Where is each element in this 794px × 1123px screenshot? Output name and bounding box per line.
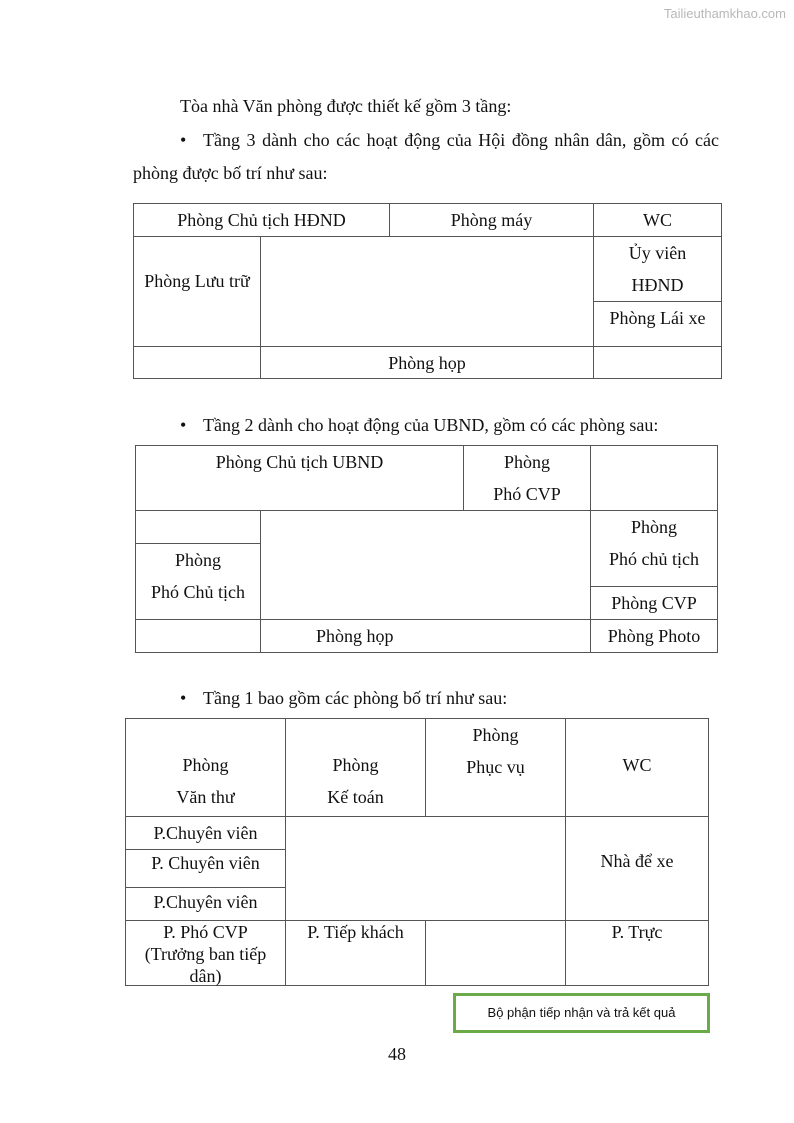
room-photo — [590, 619, 718, 653]
room-label: Phòng Photo — [607, 626, 701, 646]
room-label: Văn thư — [176, 787, 235, 807]
room-label: P. Tiếp khách — [307, 922, 404, 942]
room-label: Phó Chủ tịch — [150, 582, 245, 602]
room-pho-chu-tich-right — [590, 510, 718, 587]
room-cvp — [590, 586, 718, 620]
room-nha-de-xe — [565, 816, 709, 921]
room-label: Phó CVP — [493, 484, 561, 504]
room-empty — [135, 510, 261, 544]
room-pho-cvp — [125, 920, 286, 986]
room-label: Phòng Chủ tịch HĐND — [177, 210, 346, 230]
room-label: Phòng CVP — [611, 593, 697, 613]
floor3-bullet-line2: phòng được bố trí như sau: — [133, 163, 328, 183]
room-luu-tru — [133, 236, 261, 347]
room-label: Phòng Chủ tịch UBND — [215, 452, 384, 472]
room-label: Nhà để xe — [600, 851, 674, 871]
room-label: Phòng máy — [450, 210, 533, 230]
room-label: P. Phó CVP — [163, 922, 248, 942]
room-label: Phòng họp — [388, 353, 466, 373]
room-label: Kế toán — [327, 787, 384, 807]
watermark: Tailieuthamkhao.com — [663, 6, 786, 21]
bullet-icon: • — [180, 688, 187, 708]
room-label: Phòng — [332, 755, 379, 775]
room-hop — [260, 619, 591, 653]
room-label: Phòng — [174, 550, 221, 570]
hall-area — [260, 236, 594, 347]
room-ke-toan — [285, 718, 426, 817]
room-label: Phòng — [630, 517, 677, 537]
hall-area — [260, 510, 591, 620]
room-chuyen-vien-3 — [125, 887, 286, 921]
room-label: Ủy viên — [628, 243, 687, 263]
room-pho-cvp — [463, 445, 591, 511]
room-wc — [565, 718, 709, 817]
callout-box: Bộ phận tiếp nhận và trả kết quả — [453, 993, 710, 1033]
floor2-bullet: Tầng 2 dành cho hoạt động của UBND, gồm có các phòng sau: — [203, 415, 659, 435]
room-label: P.Chuyên viên — [153, 892, 258, 912]
room-empty — [133, 346, 261, 379]
bullet-icon: • — [180, 415, 187, 435]
floor3-bullet-line1: Tầng 3 dành cho các hoạt động của Hội đồng nhân dân, gồm có các — [203, 130, 719, 150]
room-truc — [565, 920, 709, 986]
room-label: P. Chuyên viên — [151, 853, 260, 873]
room-label: Phòng Lái xe — [609, 308, 706, 328]
room-phuc-vu — [425, 718, 566, 817]
room-van-thu — [125, 718, 286, 817]
room-empty — [135, 619, 261, 653]
room-empty — [590, 445, 718, 511]
bullet-icon: • — [180, 130, 187, 150]
room-wc — [593, 203, 722, 237]
room-label: Phòng Lưu trữ — [144, 271, 250, 291]
room-tiep-khach — [285, 920, 426, 986]
room-may — [389, 203, 594, 237]
room-label: P.Chuyên viên — [153, 823, 258, 843]
hall-area — [285, 816, 566, 921]
room-label: Phòng — [503, 452, 550, 472]
page-number: 48 — [388, 1044, 406, 1064]
floor1-bullet: Tầng 1 bao gồm các phòng bố trí như sau: — [203, 688, 508, 708]
room-pho-chu-tich-left — [135, 543, 261, 620]
room-chuyen-vien-1 — [125, 816, 286, 850]
room-chu-tich-ubnd — [135, 445, 464, 511]
room-label: Phó chủ tịch — [609, 549, 699, 569]
room-label: (Trưởng ban tiếp — [144, 944, 267, 964]
room-label: dân) — [189, 966, 222, 986]
room-label: Phục vụ — [466, 757, 525, 777]
room-hop — [260, 346, 594, 379]
room-chu-tich-hdnd — [133, 203, 390, 237]
intro-text: Tòa nhà Văn phòng được thiết kế gồm 3 tầng: — [180, 96, 512, 116]
room-label: WC — [622, 755, 652, 775]
room-empty — [425, 920, 566, 986]
room-label: Phòng — [472, 725, 519, 745]
room-lai-xe — [593, 301, 722, 347]
room-uy-vien-hdnd — [593, 236, 722, 302]
room-chuyen-vien-2 — [125, 849, 286, 888]
room-empty — [593, 346, 722, 379]
room-label: P. Trực — [611, 922, 663, 942]
room-label: Phòng — [182, 755, 229, 775]
room-label: WC — [643, 210, 672, 230]
room-label: HĐND — [631, 275, 684, 295]
room-label: Phòng họp — [316, 626, 394, 646]
